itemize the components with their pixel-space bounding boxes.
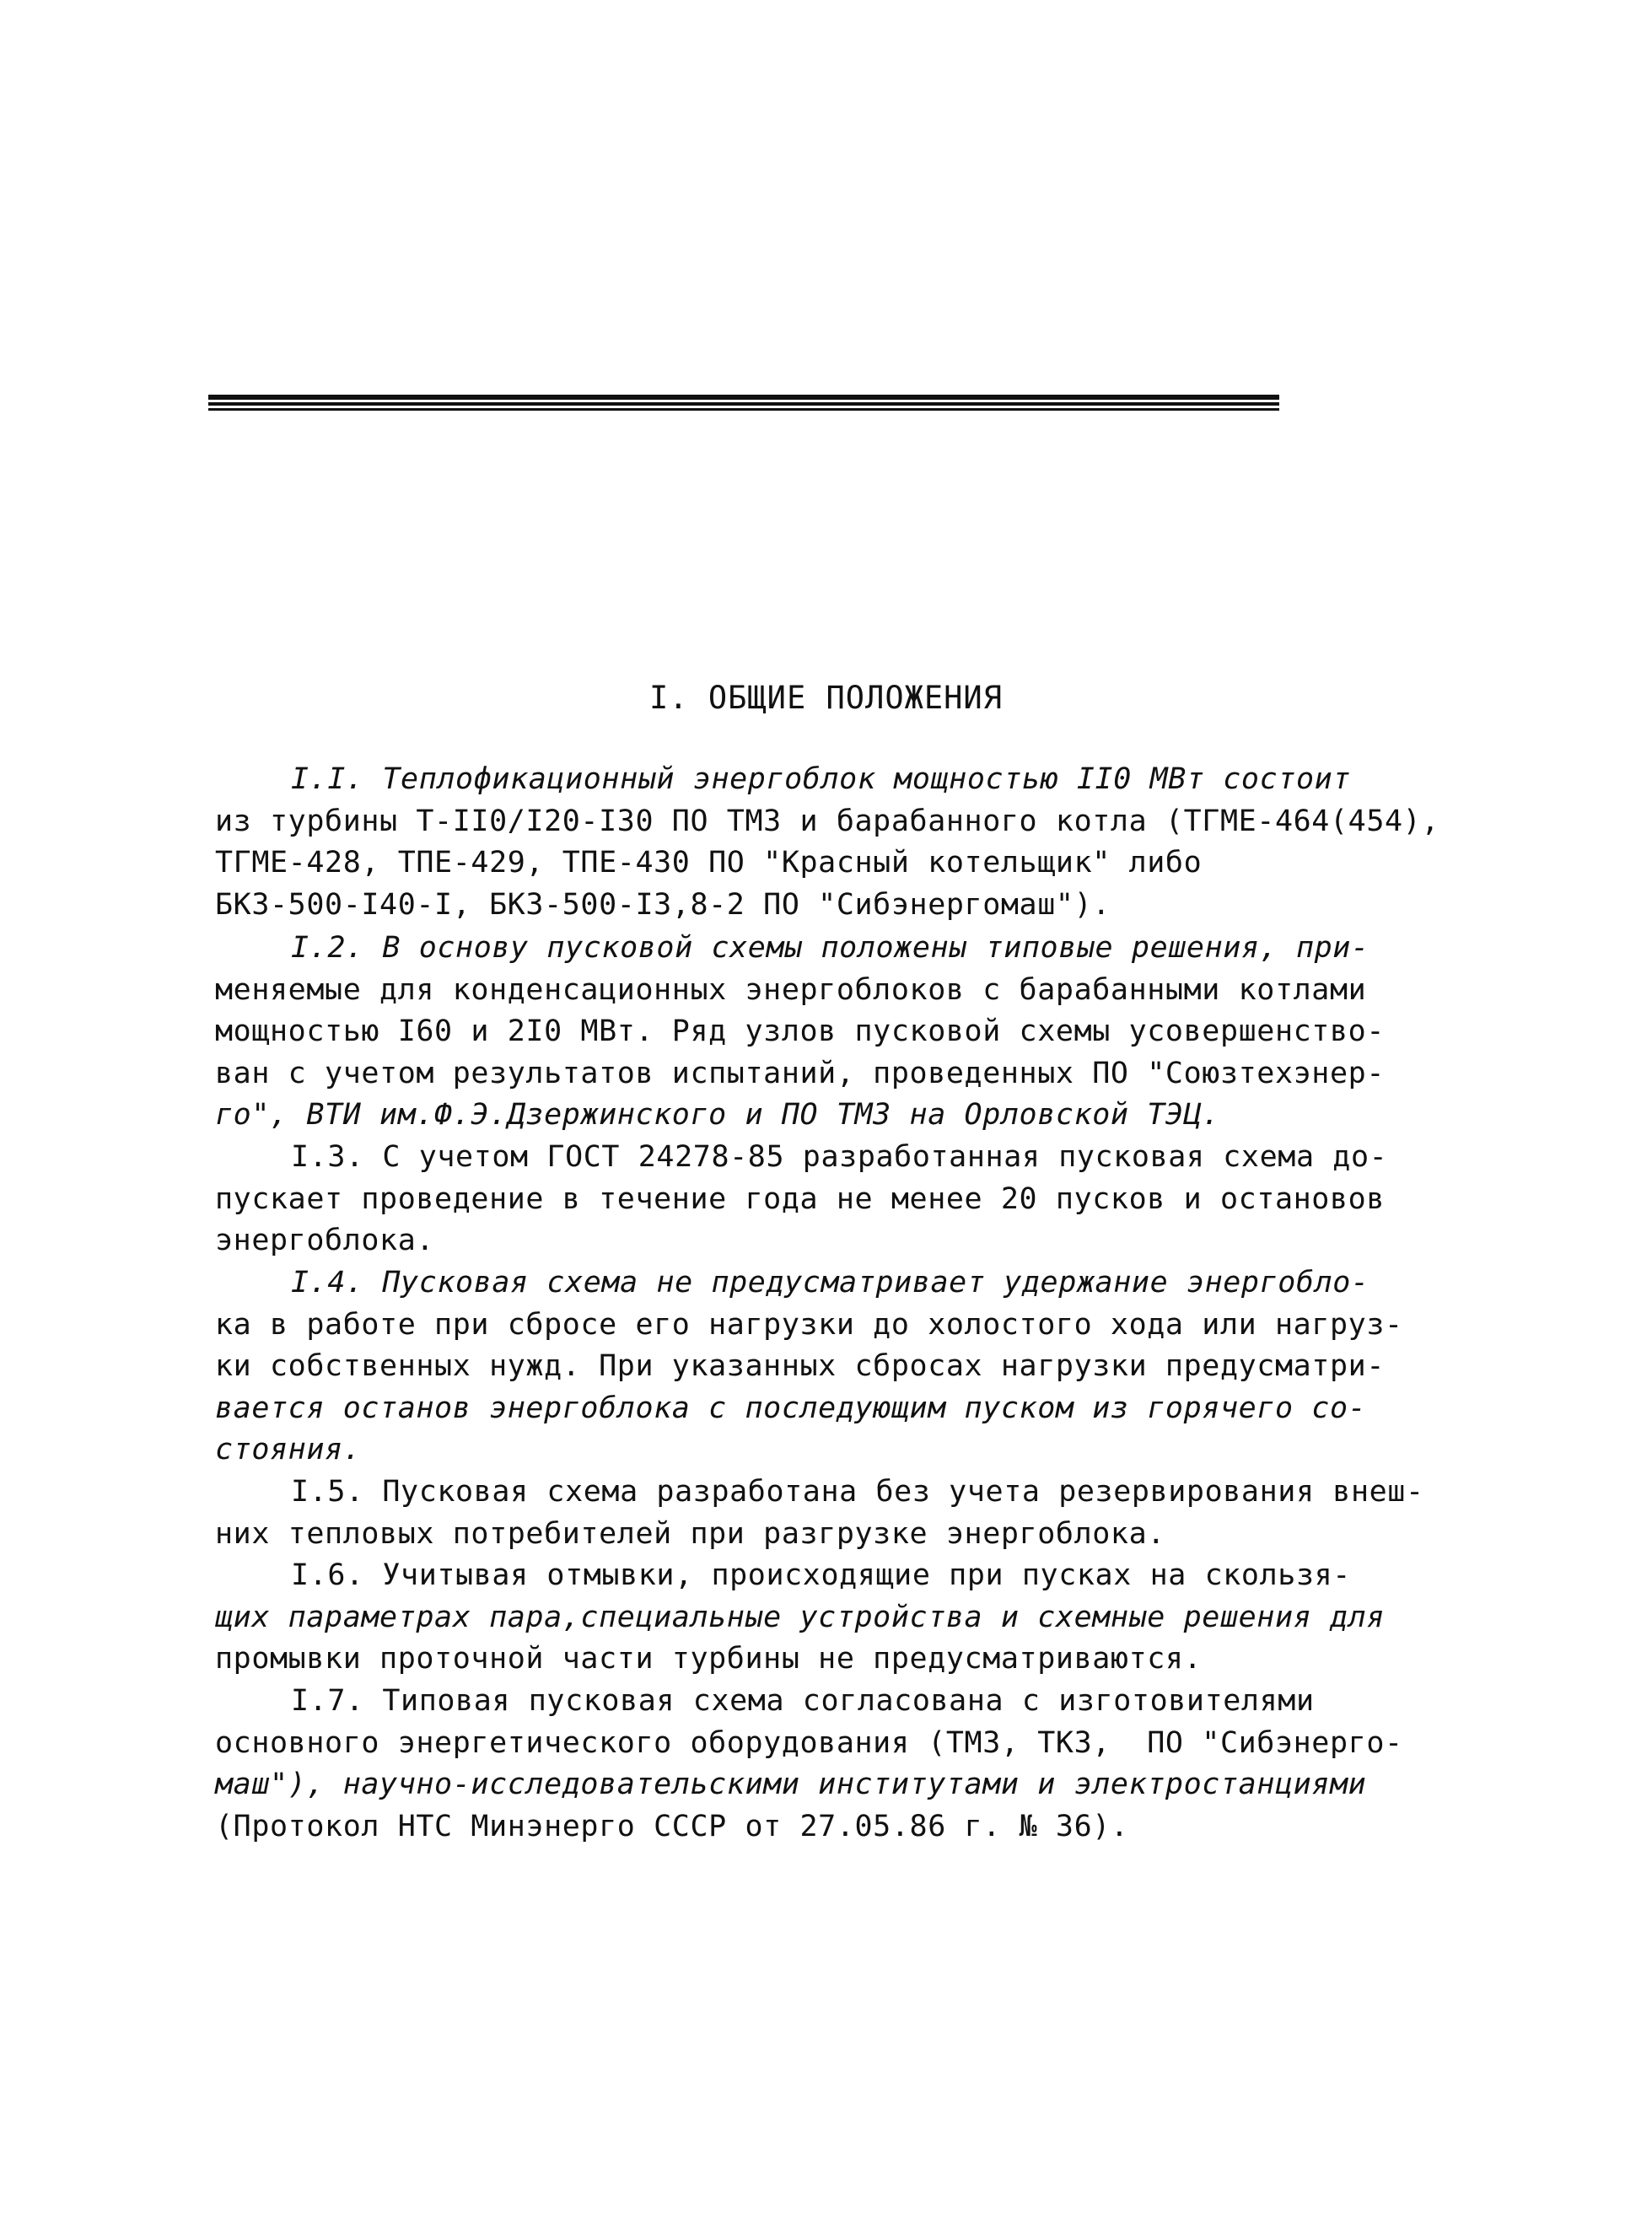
paragraph-line: промывки проточной части турбины не предусматриваются.: [215, 1642, 1203, 1676]
paragraph-1-6: [215, 1555, 1385, 1681]
paragraph-line: ка в работе при сбросе его нагрузки до холостого хода или нагруз-: [215, 1307, 1403, 1342]
header-rule: [208, 395, 1279, 413]
paragraph-line: ван с учетом результатов испытаний, проведенных ПО "Союзтехэнер-: [215, 1056, 1385, 1090]
paragraph-line: I.5. Пусковая схема разработана без учета резервирования внеш-: [291, 1475, 1424, 1509]
paragraph-line: I.I. Теплофикационный энергоблок мощностью II0 МВт состоит: [291, 762, 1351, 796]
paragraph-line: ки собственных нужд. При указанных сбросах нагрузки предусматри-: [215, 1349, 1385, 1383]
paragraph-line: пускает проведение в течение года не менее 20 пусков и остановов: [215, 1181, 1385, 1216]
paragraph-line: из турбины Т-II0/I20-I30 ПО ТМЗ и барабанного котла (ТГМЕ-464(454),: [215, 804, 1440, 838]
paragraph-line: I.4. Пусковая схема не предусматривает удержание энергобло-: [291, 1266, 1369, 1300]
paragraph-line: энергоблока.: [215, 1224, 435, 1257]
paragraph-line: БКЗ-500-I40-I, БКЗ-500-I3,8-2 ПО "Сибэнергомаш").: [215, 887, 1111, 922]
paragraph-1-3: [215, 1137, 1388, 1262]
paragraph-line: них тепловых потребителей при разгрузке энергоблока.: [215, 1516, 1165, 1551]
paragraph-line: ТГМЕ-428, ТПЕ-429, ТПЕ-430 ПО "Красный котельщик" либо: [215, 846, 1203, 880]
paragraph-line: I.6. Учитывая отмывки, происходящие при пусках на скользя-: [291, 1558, 1351, 1592]
header-rule-line: [208, 408, 1279, 411]
section-title: I. ОБЩИЕ ПОЛОЖЕНИЯ: [649, 680, 1003, 716]
header-rule-line: [208, 402, 1279, 406]
paragraph-1-5: [215, 1472, 1424, 1555]
paragraph-1-7: [215, 1681, 1403, 1848]
header-rule-line: [208, 395, 1279, 400]
paragraph-line: мощностью I60 и 2I0 МВт. Ряд узлов пусковой схемы усовершенство-: [215, 1014, 1385, 1048]
paragraph-1-2: [215, 928, 1385, 1137]
paragraph-line: маш"), научно-исследовательскими институтами и электростанциями: [215, 1768, 1367, 1801]
paragraph-1-1: [215, 759, 1440, 926]
paragraph-line: I.2. В основу пусковой схемы положены типовые решения, при-: [291, 931, 1369, 965]
paragraph-line: I.7. Типовая пусковая схема согласована с изготовителями: [291, 1684, 1315, 1718]
paragraph-line: го", ВТИ им.Ф.Э.Дзержинского и ПО ТМЗ на Орловской ТЭЦ.: [215, 1098, 1220, 1132]
paragraph-line: основного энергетического оборудования (ТМЗ, ТКЗ, ПО "Сибэнерго-: [215, 1725, 1403, 1760]
paragraph-line: щих параметрах пара,специальные устройства и схемные решения для: [215, 1600, 1385, 1634]
paragraph-1-4: [215, 1262, 1403, 1472]
paragraph-line: I.3. С учетом ГОСТ 24278-85 разработанная пусковая схема до-: [291, 1140, 1388, 1174]
paragraph-line: стояния.: [215, 1433, 362, 1466]
paragraph-line: (Протокол НТС Минэнерго СССР от 27.05.86 г. № 36).: [215, 1809, 1129, 1843]
paragraph-line: меняемые для конденсационных энергоблоков с барабанными котлами: [215, 972, 1367, 1007]
paragraph-line: вается останов энергоблока с последующим пуском из горячего со-: [215, 1391, 1367, 1425]
